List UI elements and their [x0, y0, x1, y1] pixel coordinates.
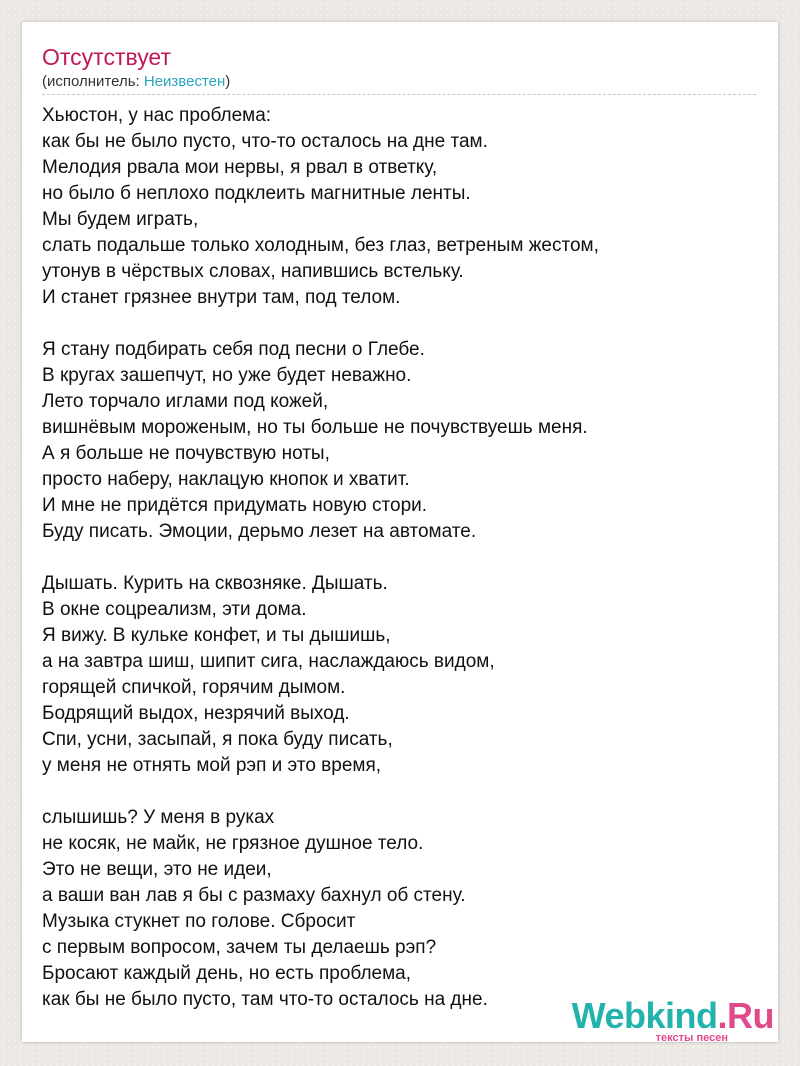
lyric-line: А я больше не почувствую ноты,: [42, 443, 330, 464]
logo-domain: .Ru: [717, 995, 774, 1036]
logo-main-text: Webkind: [571, 995, 718, 1036]
lyric-line: а ваши ван лав я бы с размаху бахнул об стену.: [42, 885, 466, 906]
lyric-line: а на завтра шиш, шипит сига, наслаждаюсь видом,: [42, 651, 495, 672]
artist-suffix: ): [225, 73, 231, 90]
lyric-line: Бодрящий выдох, незрячий выход.: [42, 703, 350, 724]
lyric-line: горящей спичкой, горячим дымом.: [42, 677, 346, 698]
lyric-line: вишнёвым мороженым, но ты больше не почувствуешь меня.: [42, 417, 588, 438]
logo-wordmark: [571, 995, 774, 1036]
lyric-line: просто наберу, наклацую кнопок и хватит.: [42, 469, 410, 490]
lyric-line: Бросают каждый день, но есть проблема,: [42, 963, 412, 984]
artist-line: [42, 72, 230, 92]
lyric-line: Дышать. Курить на сквозняке. Дышать.: [42, 573, 388, 594]
lyric-line: Спи, усни, засыпай, я пока буду писать,: [42, 729, 393, 750]
lyric-line: у меня не отнять мой рэп и это время,: [42, 755, 382, 776]
song-title: Отсутствует: [42, 44, 171, 70]
lyric-line: с первым вопросом, зачем ты делаешь рэп?: [42, 937, 437, 958]
lyric-line: слать подальше только холодным, без глаз, ветреным жестом,: [42, 235, 599, 256]
stanza-4: [42, 805, 756, 1013]
title-divider: [42, 94, 756, 95]
lyric-line: но было б неплохо подклеить магнитные ленты.: [42, 183, 471, 204]
stanza-3: [42, 571, 756, 779]
lyric-line: Музыка стукнет по голове. Сбросит: [42, 911, 356, 932]
lyrics-body: [42, 103, 756, 1039]
lyric-line: как бы не было пусто, там что-то осталось на дне.: [42, 989, 488, 1010]
lyric-line: Это не вещи, это не идеи,: [42, 859, 272, 880]
lyric-line: Я вижу. В кульке конфет, и ты дышишь,: [42, 625, 391, 646]
lyrics-sheet: [22, 22, 778, 1042]
lyric-line: Я стану подбирать себя под песни о Глебе.: [42, 339, 425, 360]
lyric-line: Хьюстон, у нас проблема:: [42, 105, 272, 126]
lyric-line: не косяк, не майк, не грязное душное тело.: [42, 833, 424, 854]
artist-link[interactable]: Неизвестен: [143, 73, 226, 90]
lyric-line: утонув в чёрствых словах, напившись встельку.: [42, 261, 464, 282]
lyric-line: Мы будем играть,: [42, 209, 199, 230]
lyric-line: как бы не было пусто, что-то осталось на дне там.: [42, 131, 488, 152]
lyric-line: В кругах зашепчут, но уже будет неважно.: [42, 365, 412, 386]
webkind-logo[interactable]: [571, 995, 774, 1044]
lyric-line: И мне не придётся придумать новую стори.: [42, 495, 428, 516]
lyric-line: Буду писать. Эмоции, дерьмо лезет на автомате.: [42, 521, 477, 542]
lyric-line: И станет грязнее внутри там, под телом.: [42, 287, 401, 308]
lyric-line: В окне соцреализм, эти дома.: [42, 599, 307, 620]
lyric-line: Лето торчало иглами под кожей,: [42, 391, 329, 412]
stanza-2: [42, 337, 756, 545]
lyric-line: Мелодия рвала мои нервы, я рвал в ответку,: [42, 157, 438, 178]
artist-prefix: (исполнитель:: [42, 73, 144, 90]
logo-tagline: тексты песен: [655, 1032, 728, 1044]
stanza-1: [42, 103, 756, 311]
lyric-line: слышишь? У меня в руках: [42, 807, 275, 828]
